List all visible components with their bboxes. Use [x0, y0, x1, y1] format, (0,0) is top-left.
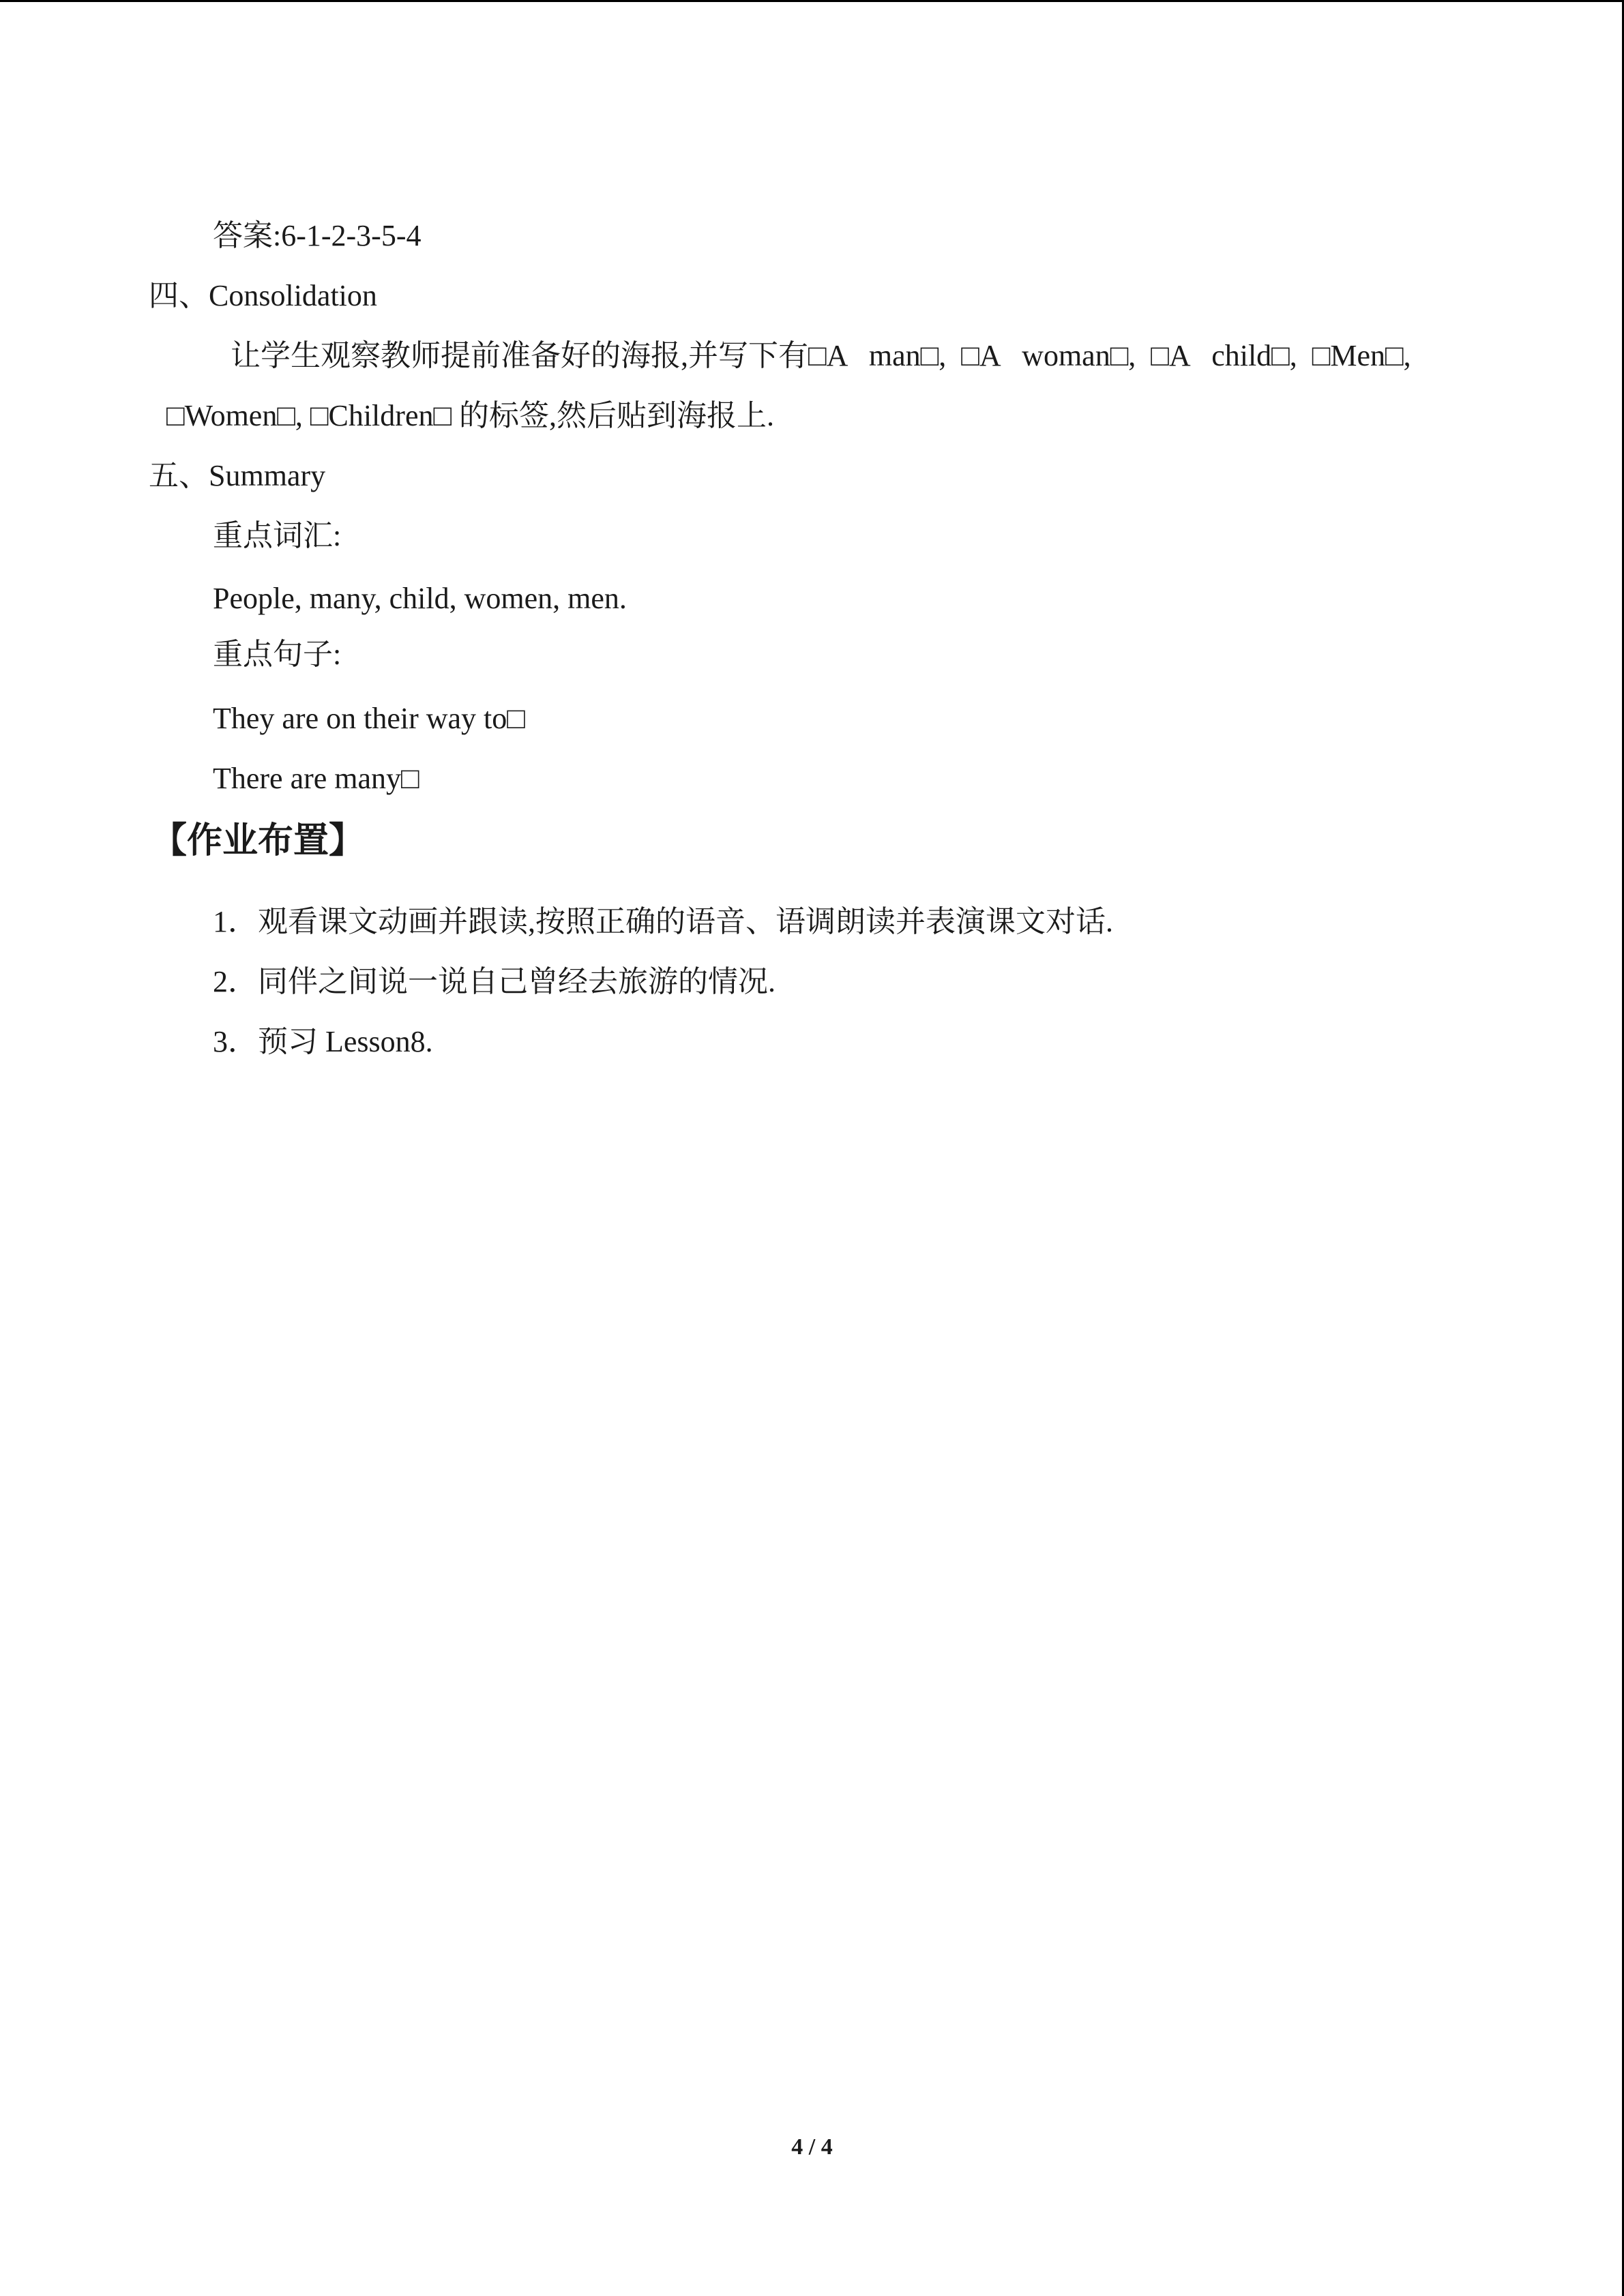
sentence-2: There are many□	[213, 762, 419, 795]
homework-title: 【作业布置】	[151, 820, 365, 861]
vocab-label: 重点词汇:	[213, 519, 342, 552]
sentence-1: They are on their way to□	[213, 702, 525, 735]
page-border-top	[0, 0, 1624, 2]
homework-item-2: 2．同伴之间说一说自己曾经去旅游的情况.	[213, 965, 776, 998]
answer-line: 答案:6-1-2-3-5-4	[213, 219, 422, 252]
section-4-body-line2: □Women□, □Children□ 的标签,然后贴到海报上.	[166, 399, 775, 432]
homework-item-3: 3．预习 Lesson8.	[213, 1025, 433, 1058]
sentence-label: 重点句子:	[213, 638, 342, 671]
section-4-body-line1: 让学生观察教师提前准备好的海报,并写下有□A man□, □A woman□, □A child□, □Men□,	[231, 339, 1411, 372]
page-number: 4 / 4	[791, 2134, 833, 2160]
section-5-title: 五、Summary	[149, 459, 326, 492]
section-4-title: 四、Consolidation	[149, 279, 377, 312]
homework-item-1: 1．观看课文动画并跟读,按照正确的语音、语调朗读并表演课文对话.	[213, 905, 1113, 938]
vocab-list: People, many, child, women, men.	[213, 582, 627, 615]
